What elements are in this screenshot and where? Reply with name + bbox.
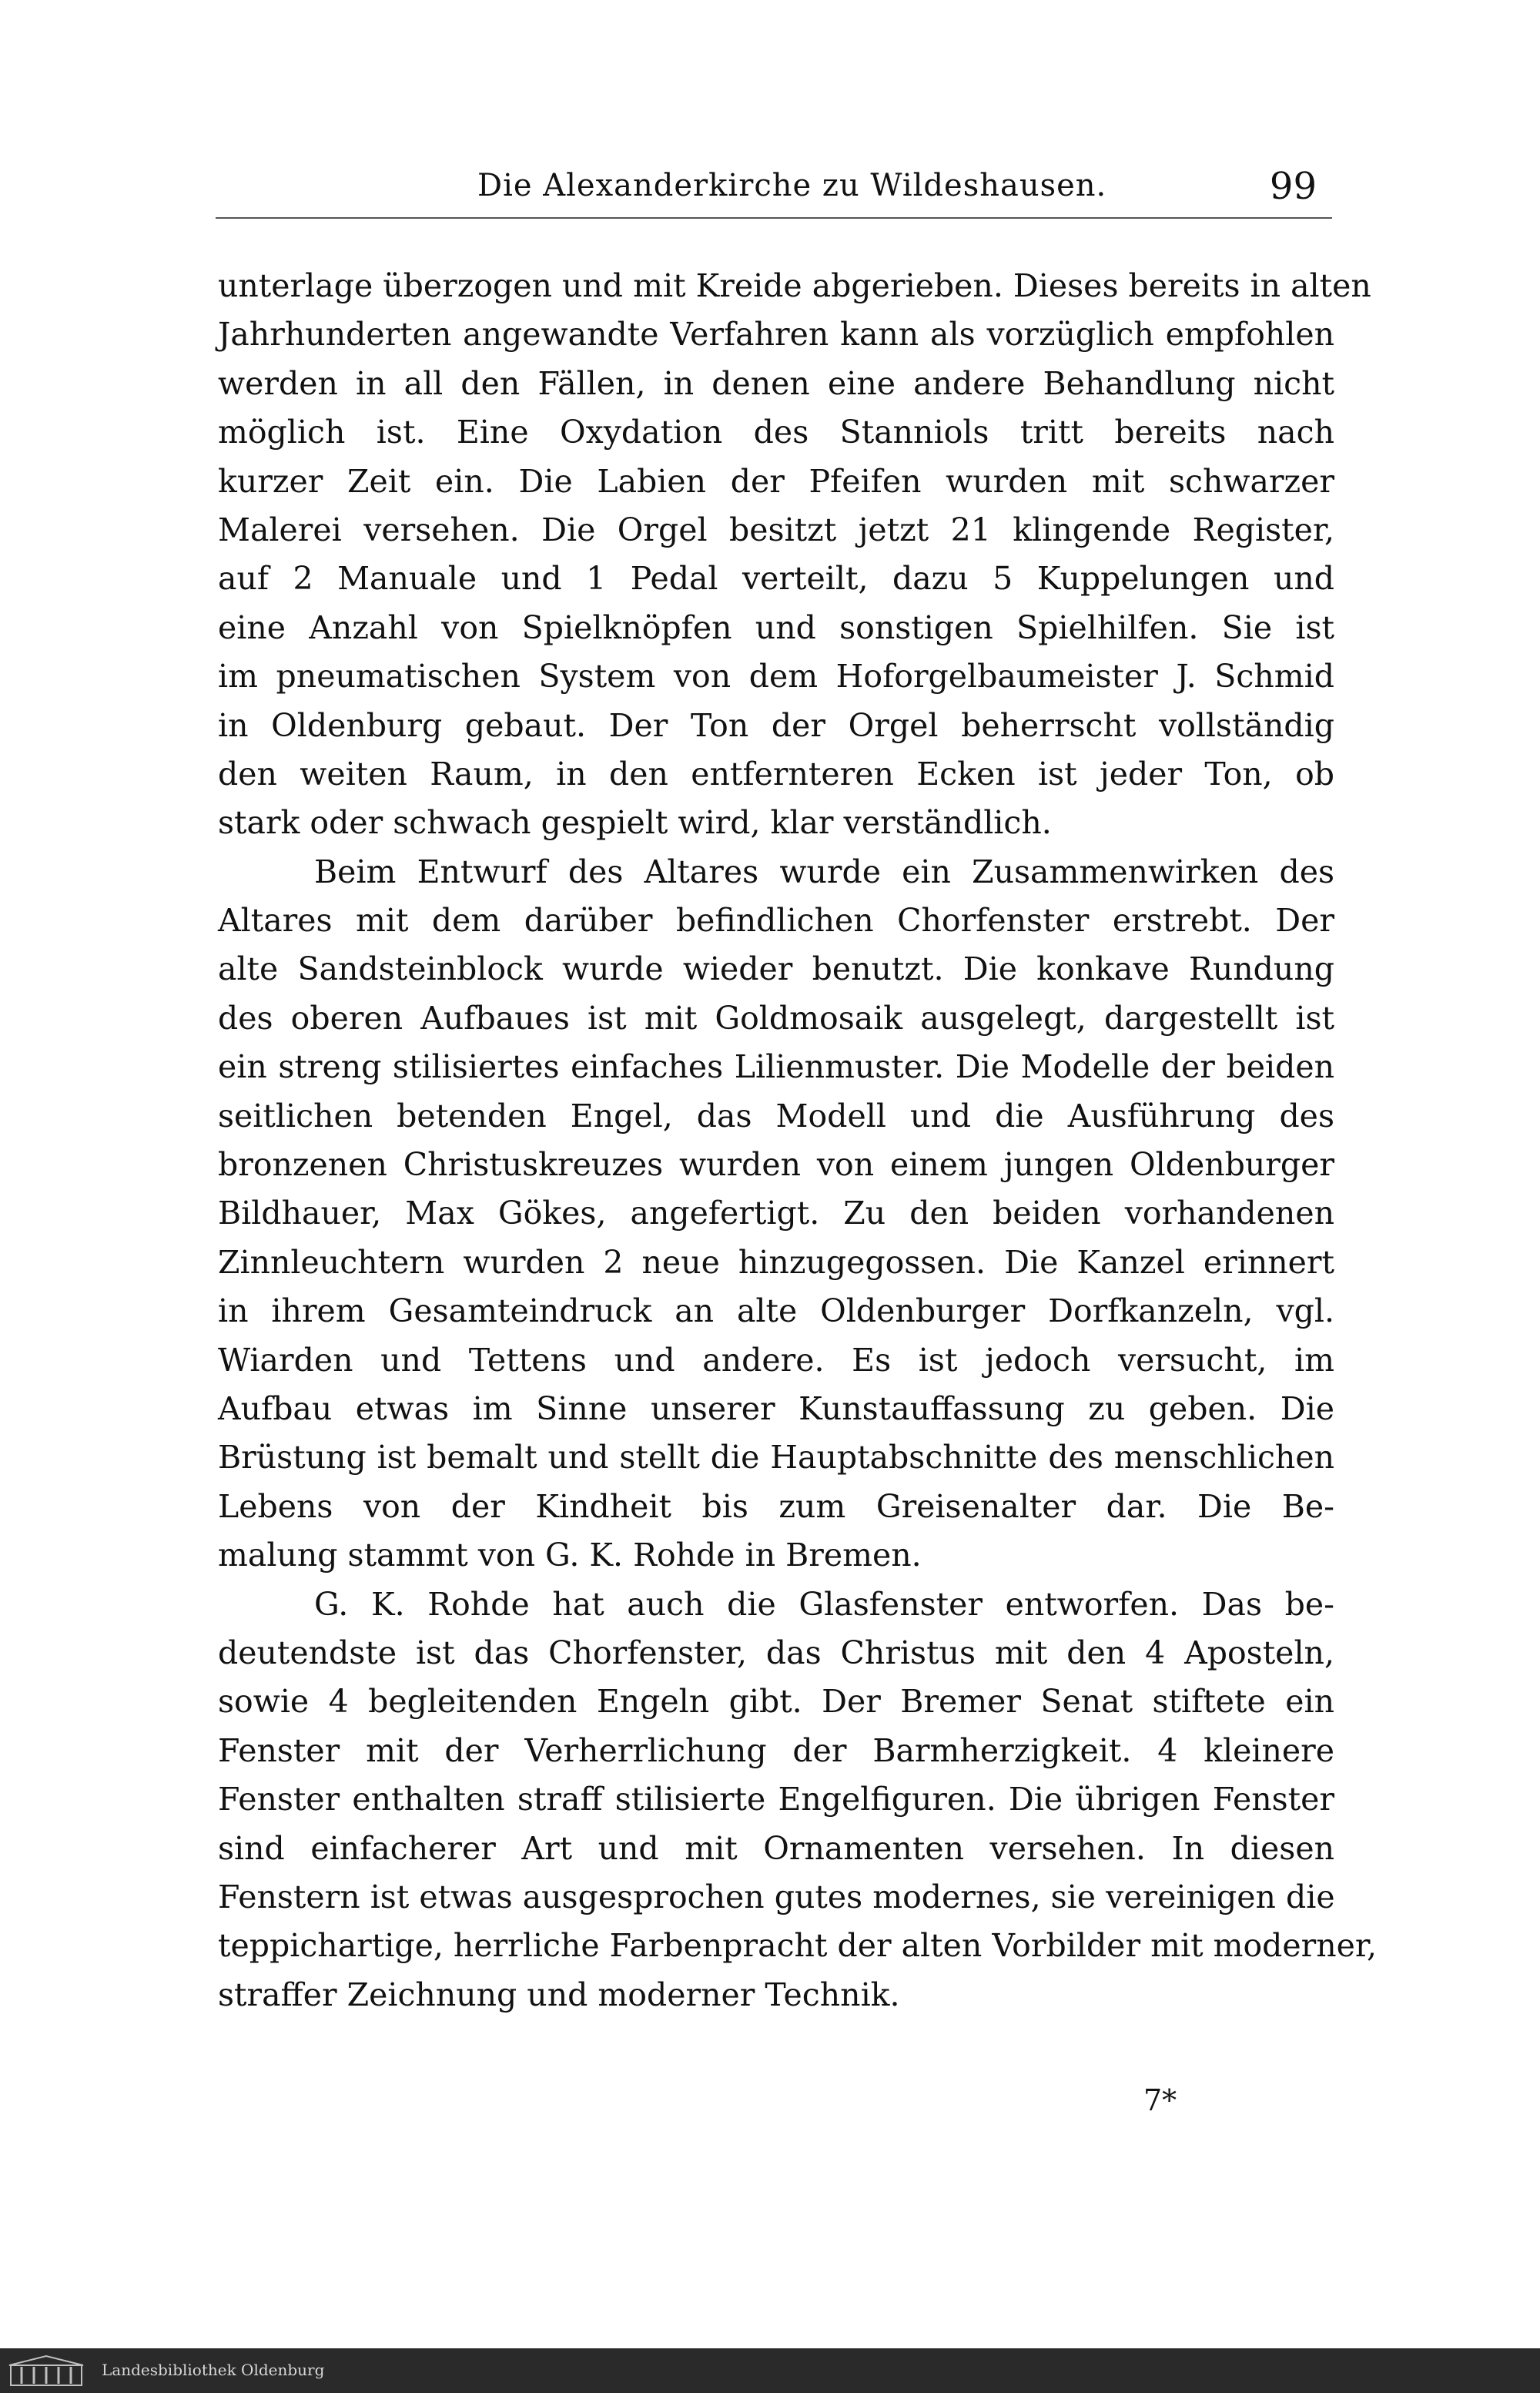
text-line: des oberen Aufbaues ist mit Goldmosaik ausgelegt, dargestellt ist <box>218 999 1334 1037</box>
text-line: den weiten Raum, in den entfernteren Ecken ist jeder Ton, ob <box>218 755 1334 793</box>
text-line: bronzenen Christuskreuzes wurden von einem jungen Oldenburger <box>218 1146 1334 1184</box>
text-line: auf 2 Manuale und 1 Pedal verteilt, dazu 5 Kuppelungen und <box>218 560 1334 598</box>
running-head <box>208 165 1348 214</box>
text-line: Brüstung ist bemalt und stellt die Hauptabschnitte des menschlichen <box>218 1439 1334 1476</box>
text-line: werden in all den Fällen, in denen eine andere Behandlung nicht <box>218 364 1334 402</box>
header-rule <box>216 217 1332 219</box>
text-line: Fenster enthalten straff stilisierte Engelfiguren. Die übrigen Fenster <box>218 1781 1334 1818</box>
text-line: deutendste ist das Chorfenster, das Christus mit den 4 Aposteln, <box>218 1634 1334 1671</box>
text-line: unterlage überzogen und mit Kreide abgerieben. Dieses bereits in alten <box>218 267 1371 304</box>
page-number: 99 <box>1269 165 1317 208</box>
footer-bar <box>0 2348 1540 2393</box>
text-line: eine Anzahl von Spielknöpfen und sonstigen Spielhilfen. Sie ist <box>218 608 1334 646</box>
text-line: ein streng stilisiertes einfaches Lilienmuster. Die Modelle der beiden <box>218 1048 1334 1086</box>
text-line: alte Sandsteinblock wurde wieder benutzt. Die konkave Rundung <box>218 950 1334 988</box>
text-line: in ihrem Gesamteindruck an alte Oldenburger Dorfkanzeln, vgl. <box>218 1292 1334 1330</box>
text-line: Lebens von der Kindheit bis zum Greisenalter dar. Die Be- <box>218 1487 1334 1525</box>
text-line: sind einfacherer Art und mit Ornamenten versehen. In diesen <box>218 1829 1334 1867</box>
text-line: seitlichen betenden Engel, das Modell und die Ausführung des <box>218 1097 1334 1134</box>
text-line: stark oder schwach gespielt wird, klar verständlich. <box>218 804 1052 842</box>
library-credit: Landesbibliothek Oldenburg <box>102 2361 325 2379</box>
text-line: Zinnleuchtern wurden 2 neue hinzugegossen. Die Kanzel erinnert <box>218 1243 1334 1281</box>
text-line: kurzer Zeit ein. Die Labien der Pfeifen wurden mit schwarzer <box>218 462 1334 500</box>
text-line: Beim Entwurf des Altares wurde ein Zusammenwirken des <box>314 853 1334 890</box>
text-line: in Oldenburg gebaut. Der Ton der Orgel beherrscht vollständig <box>218 706 1334 744</box>
text-line: Altares mit dem darüber befindlichen Chorfenster erstrebt. Der <box>218 902 1334 940</box>
text-line: straffer Zeichnung und moderner Technik. <box>218 1976 900 2013</box>
text-line: Jahrhunderten angewandte Verfahren kann als vorzüglich empfohlen <box>218 316 1334 354</box>
text-line: im pneumatischen System von dem Hoforgelbaumeister J. Schmid <box>218 658 1334 695</box>
text-line: malung stammt von G. K. Rohde in Bremen. <box>218 1537 922 1574</box>
text-line: sowie 4 begleitenden Engeln gibt. Der Bremer Senat stiftete ein <box>218 1683 1334 1721</box>
text-line: Fenstern ist etwas ausgesprochen gutes modernes, sie vereinigen die <box>218 1878 1335 1915</box>
text-line: teppichartige, herrliche Farbenpracht der alten Vorbilder mit moderner, <box>218 1927 1378 1965</box>
signature-mark: 7* <box>1143 2083 1177 2117</box>
text-line: Bildhauer, Max Gökes, angefertigt. Zu den beiden vorhandenen <box>218 1195 1334 1232</box>
body-text <box>218 262 1378 2019</box>
text-line: Wiarden und Tettens und andere. Es ist jedoch versucht, im <box>218 1341 1334 1379</box>
text-line: Malerei versehen. Die Orgel besitzt jetzt 21 klingende Register, <box>218 511 1334 548</box>
running-title: Die Alexanderkirche zu Wildeshausen. <box>477 168 1107 203</box>
text-line: möglich ist. Eine Oxydation des Stanniols tritt bereits nach <box>218 414 1334 451</box>
text-line: Fenster mit der Verherrlichung der Barmherzigkeit. 4 kleinere <box>218 1731 1334 1769</box>
text-line: Aufbau etwas im Sinne unserer Kunstauffassung zu geben. Die <box>218 1389 1334 1427</box>
library-building-icon <box>8 2354 85 2387</box>
text-line: G. K. Rohde hat auch die Glasfenster entworfen. Das be- <box>314 1585 1334 1623</box>
